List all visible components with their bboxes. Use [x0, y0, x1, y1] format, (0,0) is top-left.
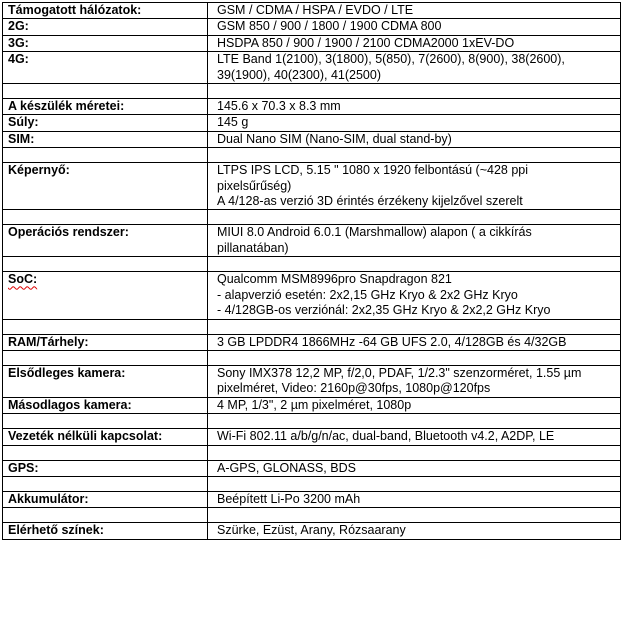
spacer-cell — [208, 148, 621, 163]
spacer-cell — [208, 257, 621, 272]
spacer-cell — [3, 257, 208, 272]
spacer-cell — [3, 476, 208, 491]
row-value — [208, 99, 621, 115]
row-label: A készülék méretei: — [3, 99, 208, 115]
spec-table — [2, 2, 621, 540]
table-row — [3, 491, 621, 507]
table-row — [3, 115, 621, 131]
table-row — [3, 3, 621, 19]
row-value — [208, 460, 621, 476]
soc-label-text: SoC: — [8, 272, 38, 287]
row-label: Elsődleges kamera: — [3, 365, 208, 397]
row-label: Súly: — [3, 115, 208, 131]
row-value — [208, 272, 621, 319]
spacer-row — [3, 210, 621, 225]
spacer-row — [3, 508, 621, 523]
value-line: pillanatában) — [217, 240, 289, 255]
value-line: Dual Nano SIM (Nano-SIM, dual stand-by) — [217, 131, 452, 146]
row-value — [208, 35, 621, 51]
value-line: pixelméret, Video: 2160p@30fps, 1080p@120fps — [217, 381, 491, 396]
spacer-cell — [3, 350, 208, 365]
row-value — [208, 365, 621, 397]
value-line: Sony IMX378 12,2 MP, f/2,0, PDAF, 1/2.3" szenzorméret, 1.55 µm — [217, 365, 582, 380]
row-label: 4G: — [3, 52, 208, 84]
row-value — [208, 163, 621, 210]
value-line: Beépített Li-Po 3200 mAh — [217, 491, 361, 506]
value-line: A 4/128-as verzió 3D érintés érzékeny kijelzővel szerelt — [217, 194, 523, 209]
row-label: Támogatott hálózatok: — [3, 3, 208, 19]
spacer-cell — [3, 84, 208, 99]
spacer-row — [3, 257, 621, 272]
value-line: 145.6 x 70.3 x 8.3 mm — [217, 99, 341, 114]
table-row — [3, 429, 621, 445]
value-line: 3 GB LPDDR4 1866MHz -64 GB UFS 2.0, 4/128GB és 4/32GB — [217, 334, 567, 349]
row-value — [208, 334, 621, 350]
value-line: 4 MP, 1/3", 2 µm pixelméret, 1080p — [217, 397, 412, 412]
table-row — [3, 523, 621, 539]
spacer-cell — [208, 445, 621, 460]
row-label: RAM/Tárhely: — [3, 334, 208, 350]
row-label: Akkumulátor: — [3, 491, 208, 507]
row-value — [208, 491, 621, 507]
row-label: Vezeték nélküli kapcsolat: — [3, 429, 208, 445]
row-value — [208, 52, 621, 84]
value-line: GSM 850 / 900 / 1800 / 1900 CDMA 800 — [217, 19, 442, 34]
row-label — [3, 272, 208, 319]
table-row — [3, 35, 621, 51]
spacer-row — [3, 84, 621, 99]
value-line: HSDPA 850 / 900 / 1900 / 2100 CDMA2000 1xEV-DO — [217, 35, 515, 50]
row-label: GPS: — [3, 460, 208, 476]
row-value — [208, 225, 621, 257]
spacer-row — [3, 319, 621, 334]
value-line: Szürke, Ezüst, Arany, Rózsaarany — [217, 523, 406, 538]
table-row — [3, 19, 621, 35]
spacer-cell — [3, 210, 208, 225]
table-row — [3, 272, 621, 319]
spacer-cell — [208, 84, 621, 99]
row-value — [208, 131, 621, 147]
row-value — [208, 115, 621, 131]
value-line: 145 g — [217, 115, 249, 130]
value-line: - 4/128GB-os verziónál: 2x2,35 GHz Kryo & 2x2,2 GHz Kryo — [217, 303, 551, 318]
spacer-cell — [3, 445, 208, 460]
row-value — [208, 3, 621, 19]
spacer-row — [3, 414, 621, 429]
table-row — [3, 334, 621, 350]
row-value — [208, 19, 621, 35]
row-label: Képernyő: — [3, 163, 208, 210]
row-label: Másodlagos kamera: — [3, 397, 208, 413]
table-row — [3, 99, 621, 115]
spacer-cell — [208, 508, 621, 523]
spacer-cell — [3, 414, 208, 429]
table-row — [3, 163, 621, 210]
spacer-cell — [3, 508, 208, 523]
value-line: GSM / CDMA / HSPA / EVDO / LTE — [217, 3, 414, 17]
spacer-cell — [208, 350, 621, 365]
spacer-cell — [3, 148, 208, 163]
row-label: 2G: — [3, 19, 208, 35]
spacer-row — [3, 350, 621, 365]
spacer-row — [3, 148, 621, 163]
row-label: 3G: — [3, 35, 208, 51]
value-line: 39(1900), 40(2300), 41(2500) — [217, 67, 382, 82]
row-label: Operációs rendszer: — [3, 225, 208, 257]
table-row — [3, 460, 621, 476]
row-label: Elérhető színek: — [3, 523, 208, 539]
table-row — [3, 131, 621, 147]
table-row — [3, 225, 621, 257]
value-line: MIUI 8.0 Android 6.0.1 (Marshmallow) alapon ( a cikkírás — [217, 225, 532, 240]
row-value — [208, 523, 621, 539]
value-line: LTPS IPS LCD, 5.15 " 1080 x 1920 felbontású (~428 ppi — [217, 163, 529, 178]
row-value — [208, 397, 621, 413]
spacer-cell — [208, 210, 621, 225]
row-value — [208, 429, 621, 445]
spacer-cell — [3, 319, 208, 334]
table-row — [3, 52, 621, 84]
spacer-cell — [208, 476, 621, 491]
table-row — [3, 365, 621, 397]
value-line: A-GPS, GLONASS, BDS — [217, 460, 356, 475]
value-line: Wi-Fi 802.11 a/b/g/n/ac, dual-band, Bluetooth v4.2, A2DP, LE — [217, 429, 555, 444]
spacer-row — [3, 445, 621, 460]
value-line: - alapverzió esetén: 2x2,15 GHz Kryo & 2x2 GHz Kryo — [217, 287, 518, 302]
value-line: LTE Band 1(2100), 3(1800), 5(850), 7(2600), 8(900), 38(2600), — [217, 52, 565, 67]
value-line: Qualcomm MSM8996pro Snapdragon 821 — [217, 272, 452, 287]
spacer-row — [3, 476, 621, 491]
spacer-cell — [208, 319, 621, 334]
row-label: SIM: — [3, 131, 208, 147]
value-line: pixelsűrűség) — [217, 178, 292, 193]
table-row — [3, 397, 621, 413]
spacer-cell — [208, 414, 621, 429]
